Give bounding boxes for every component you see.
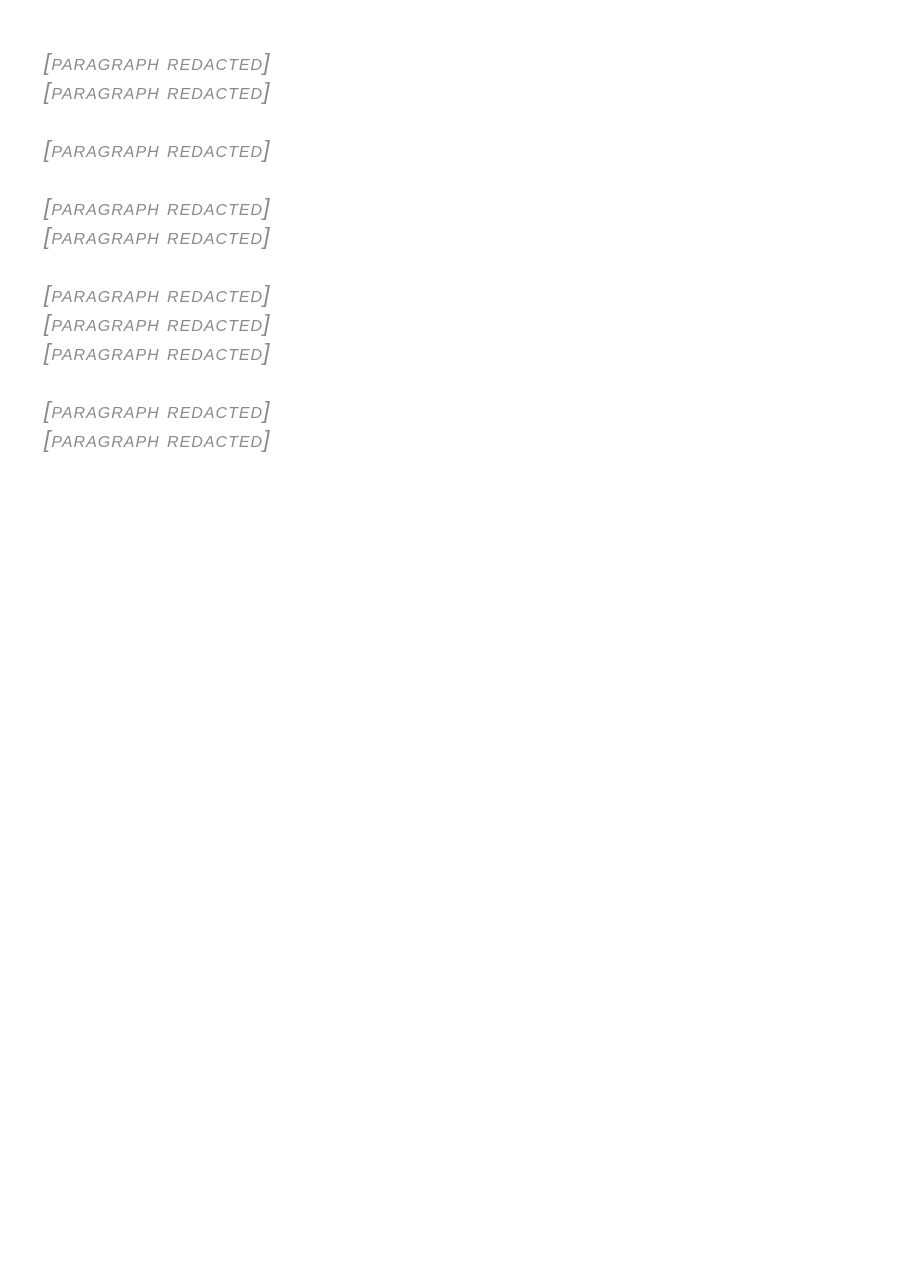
redacted-paragraph: [paragraph redacted] [44, 222, 271, 249]
redacted-paragraph: [paragraph redacted] [44, 77, 271, 104]
redacted-paragraph: [paragraph redacted] [44, 280, 271, 307]
paragraph-gap [44, 164, 848, 193]
redacted-paragraph: [paragraph redacted] [44, 309, 271, 336]
redacted-paragraph: [paragraph redacted] [44, 396, 271, 423]
redacted-paragraph: [paragraph redacted] [44, 49, 271, 75]
redacted-paragraph: [paragraph redacted] [44, 135, 271, 162]
paragraph-gap [44, 251, 848, 280]
redacted-paragraph: [paragraph redacted] [44, 425, 271, 452]
redacted-paragraph: [paragraph redacted] [44, 338, 271, 365]
redacted-paragraph: [paragraph redacted] [44, 193, 271, 220]
paragraph-gap [44, 106, 848, 135]
text-block [44, 48, 848, 454]
paragraph-gap [44, 367, 848, 396]
